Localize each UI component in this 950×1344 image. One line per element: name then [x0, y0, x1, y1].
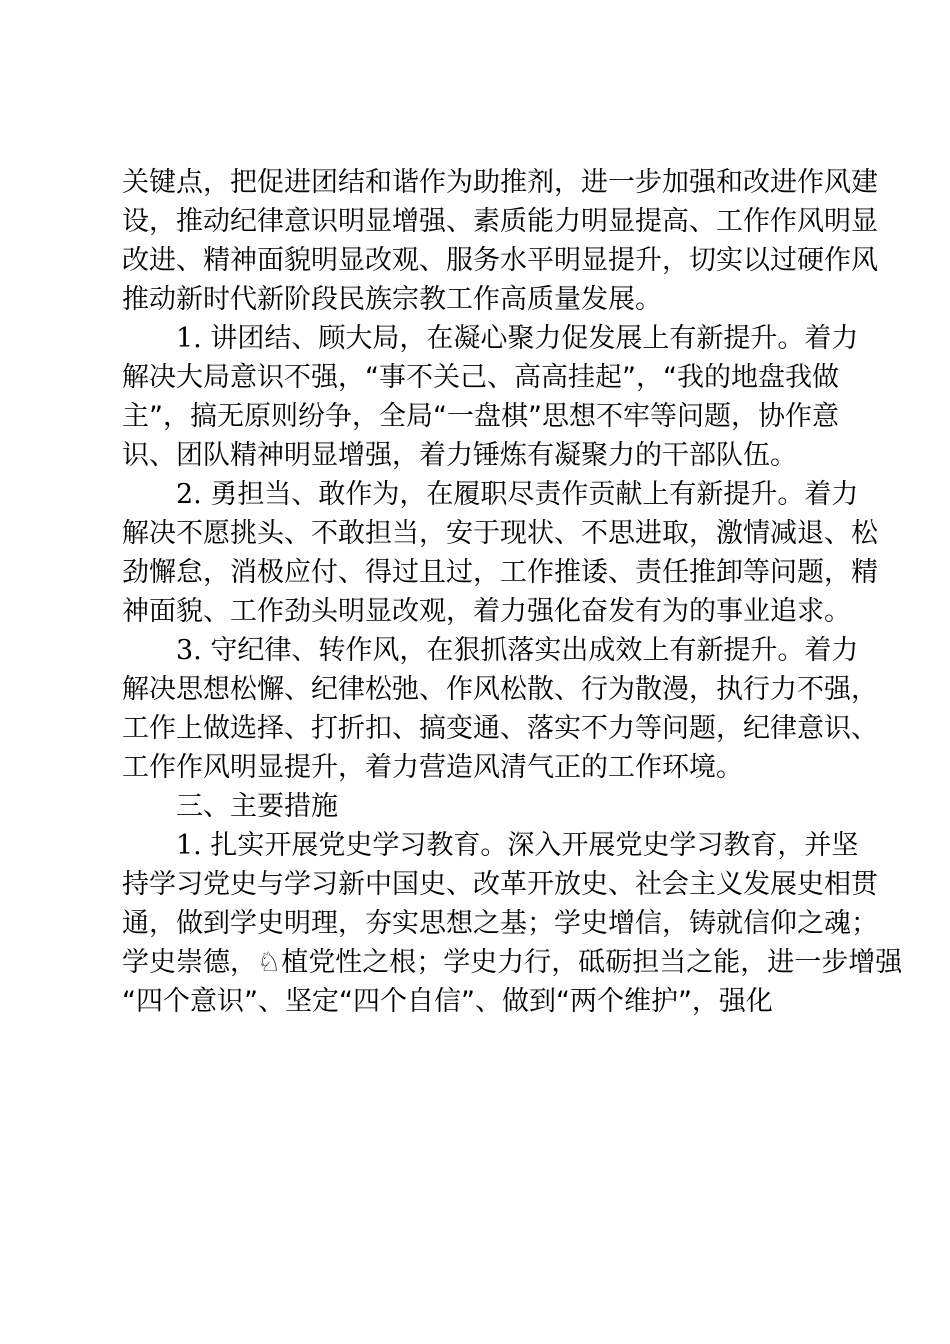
text-line: 学史崇德，♘植党性之根；学史力行，砥砺担当之能，进一步增强	[122, 947, 903, 978]
text-line: 持学习党史与学习新中国史、改革开放史、社会主义发展史相贯	[122, 869, 878, 900]
text-line: 改进、精神面貌明显改观、服务水平明显提升，切实以过硬作风	[122, 245, 878, 276]
text-line: 劲懈怠，消极应付、得过且过，工作推诿、责任推卸等问题，精	[122, 557, 878, 588]
text-line: 通，做到学史明理，夯实思想之基；学史增信，铸就信仰之魂；	[122, 908, 878, 939]
text-line: 1. 讲团结、顾大局，在凝心聚力促发展上有新提升。着力	[176, 323, 859, 354]
text-line: 3. 守纪律、转作风，在狠抓落实出成效上有新提升。着力	[176, 635, 859, 666]
text-line: 1. 扎实开展党史学习教育。深入开展党史学习教育，并坚	[176, 830, 859, 861]
text-line: 解决不愿挑头、不敢担当，安于现状、不思进取，激情减退、松	[122, 518, 878, 549]
text-line: “四个意识”、坚定“四个自信”、做到“两个维护”，强化	[122, 986, 773, 1017]
text-line: 工作上做选择、打折扣、搞变通、落实不力等问题，纪律意识、	[122, 713, 878, 744]
text-line: 关键点，把促进团结和谐作为助推剂，进一步加强和改进作风建	[122, 167, 878, 198]
text-line: 工作作风明显提升，着力营造风清气正的工作环境。	[122, 752, 743, 783]
text-line: 解决思想松懈、纪律松弛、作风松散、行为散漫，执行力不强，	[122, 674, 878, 705]
document-body	[122, 163, 903, 1021]
text-line: 三、主要措施	[176, 791, 338, 822]
text-line: 识、团队精神明显增强，着力锤炼有凝聚力的干部队伍。	[122, 440, 797, 471]
text-line: 主”，搞无原则纷争，全局“一盘棋”思想不牢等问题，协作意	[122, 401, 839, 432]
text-line: 2. 勇担当、敢作为，在履职尽责作贡献上有新提升。着力	[176, 479, 859, 510]
text-line: 神面貌、工作劲头明显改观，着力强化奋发有为的事业追求。	[122, 596, 851, 627]
text-line: 设，推动纪律意识明显增强、素质能力明显提高、工作作风明显	[122, 206, 878, 237]
text-line: 解决大局意识不强，“事不关己、高高挂起”，“我的地盘我做	[122, 362, 839, 393]
text-line: 推动新时代新阶段民族宗教工作高质量发展。	[122, 284, 662, 315]
